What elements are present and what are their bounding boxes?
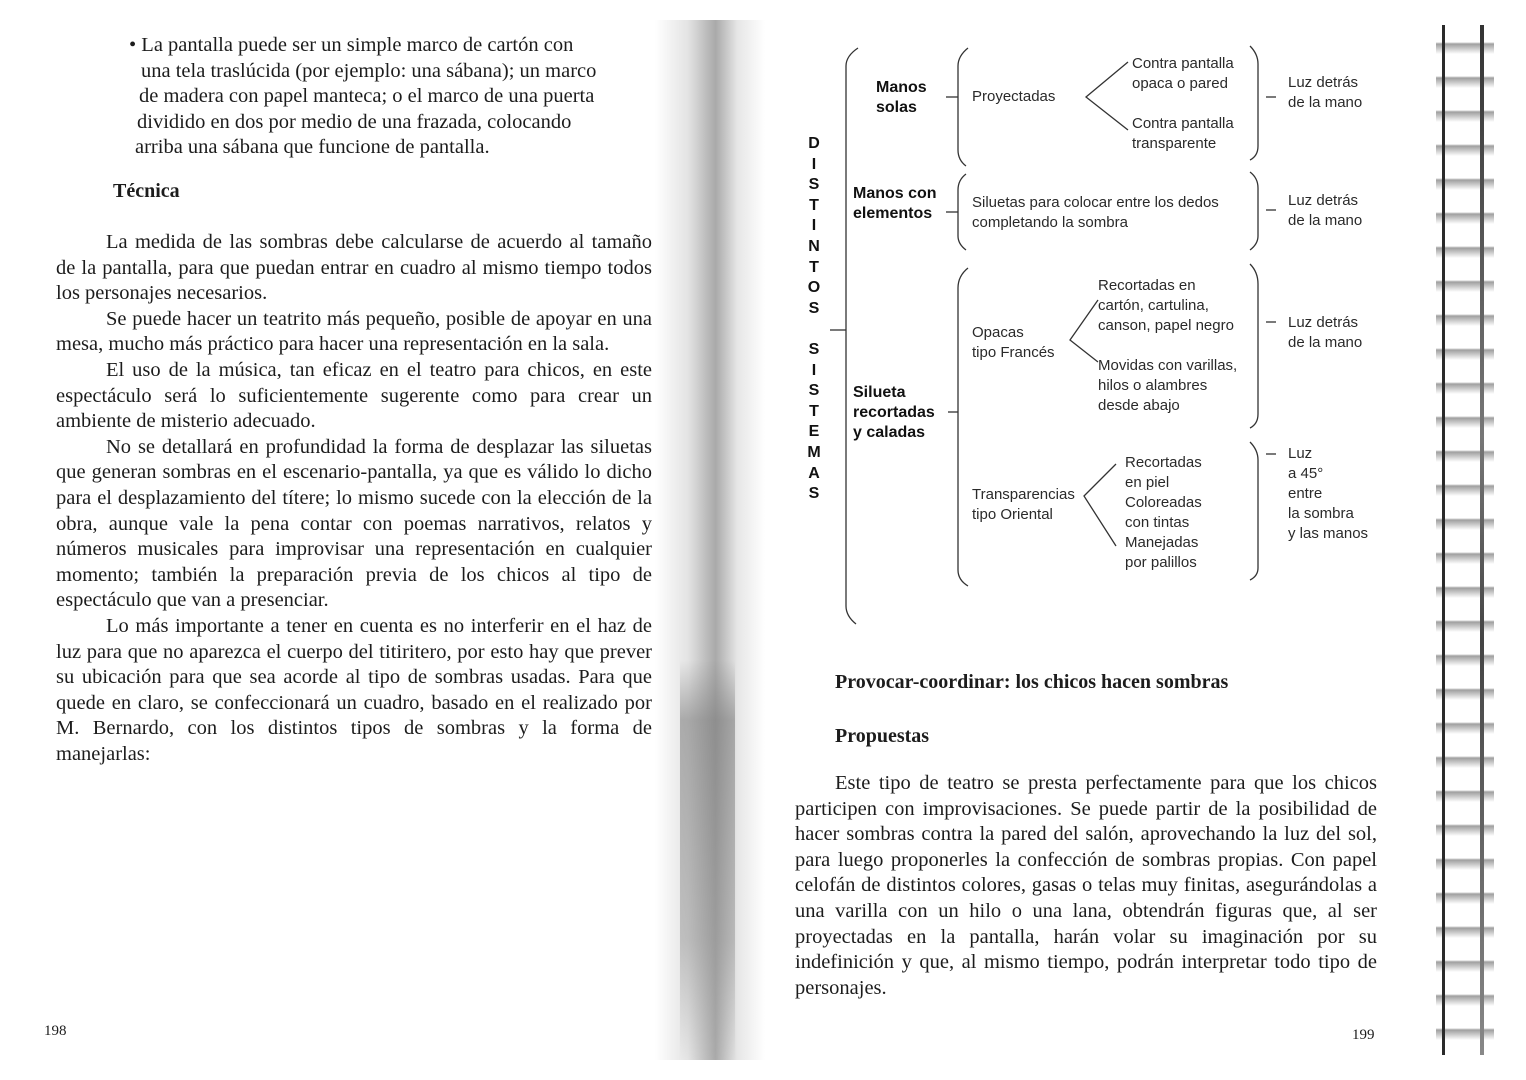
intro-line-3: de madera con papel manteca; o el marco de una puerta [139,85,595,108]
right-paragraph-block [795,771,1377,1001]
label-contra-opaca: Contra pantalla opaca o pared [1132,55,1234,92]
heading-provocar: Provocar-coordinar: los chicos hacen sombras [835,671,1229,693]
paragraph-3: El uso de la música, tan eficaz en el teatro para chicos, en este espectáculo será lo suficientemente sugerente como para crear un ambiente de misterio adecuado. [56,358,652,433]
label-silueta-recortadas: Silueta recortadas y caladas [853,384,935,441]
heading-propuestas: Propuestas [835,725,930,747]
main-bracket [846,48,858,624]
label-recortadas-carton: Recortadas en cartón, cartulina, canson, papel negro [1098,277,1234,334]
label-movidas-varillas: Movidas con varillas, hilos o alambres desde abajo [1098,357,1238,414]
shadow-systems-diagram [780,40,1420,640]
vertical-letter [806,319,822,340]
vertical-letter: O [807,279,821,297]
row1-chevron [1086,62,1128,130]
label-recortadas-piel: Recortadas en piel Coloreadas con tintas Manejadas por palillos [1125,454,1202,571]
row1-right-brace [1250,46,1258,160]
vertical-letter: I [811,361,817,379]
label-luz-2: Luz detrás de la mano [1288,192,1363,229]
row3a-right-brace [1250,264,1258,428]
row3b-right-brace [1250,442,1258,580]
paragraph-2: Se puede hacer un teatrito más pequeño, posible de apoyar en una mesa, mucho más práctico para hacer una representación en la sala. [56,307,652,356]
left-intro [55,33,665,161]
vertical-title [806,134,822,505]
label-contra-transparente: Contra pantalla transparente [1132,115,1234,152]
vertical-letter: D [808,135,820,152]
intro-line-5: arriba una sábana que funcione de pantalla. [135,136,490,159]
vertical-letter: T [809,196,819,214]
label-luz-4: Luz a 45° entre la sombra y las manos [1288,445,1369,542]
vertical-letter: E [808,423,820,441]
spiral-binding-edge [1442,25,1445,1055]
label-siluetas-dedos: Siluetas para colocar entre los dedos completando la sombra [972,194,1219,231]
vertical-letter: T [809,402,819,420]
right-paragraph: Este tipo de teatro se presta perfectamente para que los chicos participen con improvisaciones. Se puede partir de la posibilidad de hacer sombras contra la pared del salón, aprovechando la luz del sol, para luego proponerles la confección de sombras propias. Con papel celofán de distintos colores, gasas o telas muy finitas, asegurándolas a una varilla con un hilo o una lana, obtendrán figuras que, al ser proyectadas en la pantalla, harán volar su imaginación por su indefinición y que, al mismo tiempo, podrán interpretar todo tipo de personajes. [795,772,1377,999]
opacas-chevron [1070,300,1098,362]
vertical-letter: M [807,443,821,461]
vertical-letter: N [808,237,820,255]
row3-left-brace [958,268,968,586]
intro-line-4: dividido en dos por medio de una frazada, colocando [137,110,572,133]
vertical-letter: S [808,299,820,317]
vertical-letter: I [811,217,817,235]
vertical-letter: S [808,382,820,400]
intro-line-2: una tela traslúcida (por ejemplo: una sábana); un marco [141,59,597,82]
label-proyectadas: Proyectadas [972,88,1056,105]
row2-left-brace [958,174,966,250]
page-number-right: 199 [1352,1027,1375,1043]
intro-line-1: • La pantalla puede ser un simple marco de cartón con [129,34,574,56]
row2-right-brace [1250,172,1258,250]
paragraph-5: Lo más importante a tener en cuenta es no interferir en el haz de luz para que no aparezca el cuerpo del titiritero, por esto hay que prever su ubicación para que sea acorde al tipo de sombras usadas. Para que quede en claro, se confeccionará un cuadro, basado en el realizado por M. Bernardo, con los distintos tipos de sombras y la forma de manejarlas: [56,614,652,765]
left-body [56,230,652,767]
label-luz-3: Luz detrás de la mano [1288,314,1363,351]
vertical-letter: S [808,176,820,194]
vertical-letter: S [808,340,820,358]
paragraph-1: La medida de las sombras debe calcularse de acuerdo al tamaño de la pantalla, para que puedan entrar en cuadro al mismo tiempo todos los personajes necesarios. [56,231,652,305]
label-manos-solas: Manos solas [876,79,927,116]
left-page [0,0,720,1080]
vertical-letter: I [811,155,817,173]
spiral-binding-edge-outer [1480,25,1484,1055]
label-luz-1: Luz detrás de la mano [1288,74,1363,111]
vertical-letter: S [808,485,820,503]
heading-tecnica: Técnica [113,180,180,202]
label-opacas: Opacas tipo Francés [972,324,1055,361]
label-transparencias: Transparencias tipo Oriental [972,486,1075,523]
vertical-letter: T [809,258,819,276]
row1-left-brace [958,48,968,166]
transparencias-chevron [1084,464,1116,546]
paragraph-4: No se detallará en profundidad la forma de desplazar las siluetas que generan sombras en el escenario-pantalla, ya que es válido lo dicho para el desplazamiento del títere; lo mismo sucede con la elección de la obra, aunque vale la pena contar con poemas narrativos, relatos y números musicales para improvisar una representación en cualquier momento; también la preparación previa de los chicos al tipo de espectáculo que van a presenciar. [56,435,652,612]
label-manos-con-elementos: Manos con elementos [853,185,937,222]
vertical-letter: A [808,464,820,482]
page-number-left: 198 [44,1023,67,1039]
